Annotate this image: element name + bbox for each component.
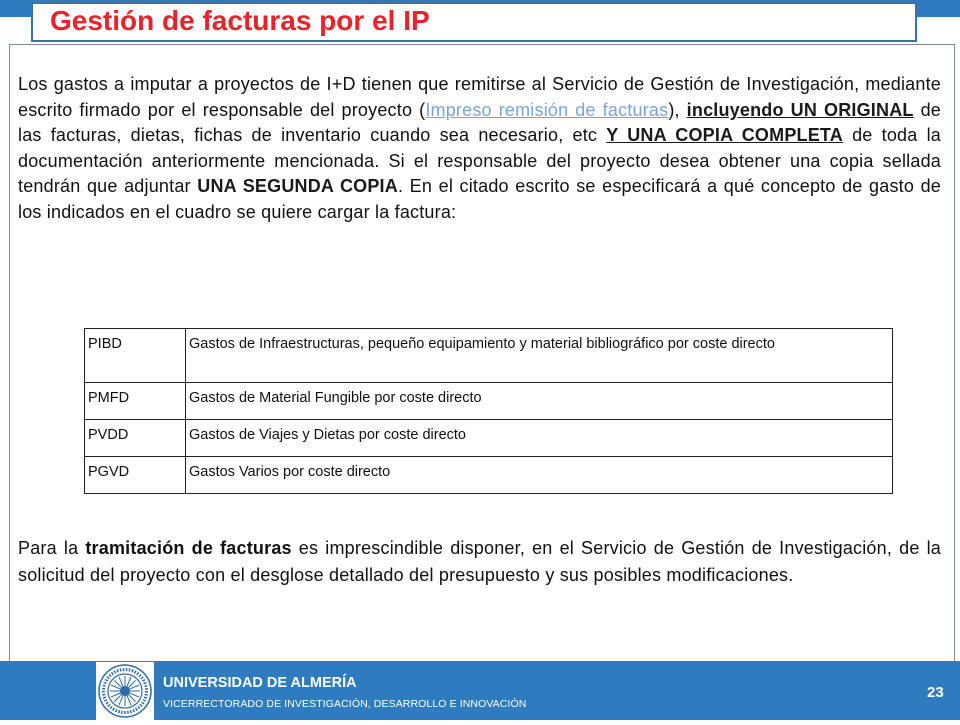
expense-codes-table xyxy=(84,328,893,494)
text: es imprescindible disponer, en el Servicio de Gestión de Investigación, de la solicitud del proyecto con el desglose detallado del presupuesto y sus posibles modificaciones. xyxy=(18,538,942,585)
slide-title: Gestión de facturas por el IP xyxy=(50,5,430,36)
text: Para la xyxy=(18,538,86,558)
table-row xyxy=(85,420,893,457)
emphasis-copia-completa: Y UNA COPIA COMPLETA xyxy=(606,125,843,146)
code-cell: PMFD xyxy=(85,383,186,420)
text: Los gastos a imputar a proyectos de I+D tienen que remitirse al Servicio de Gestión de Investigación, mediante escrito firmado por el responsable del proyecto ( xyxy=(18,74,941,120)
code-cell: PGVD xyxy=(85,457,186,494)
title-box xyxy=(31,2,917,42)
paragraph-invoice-submission xyxy=(18,72,941,226)
code-cell: PVDD xyxy=(85,420,186,457)
page-number: 23 xyxy=(927,684,944,701)
university-seal-logo xyxy=(96,662,154,720)
code-cell: PIBD xyxy=(85,329,186,383)
description-cell: Gastos de Material Fungible por coste directo xyxy=(186,383,893,420)
vicerrectorado-name: VICERRECTORADO DE INVESTIGACIÓN, DESARROLLO E INNOVACIÓN xyxy=(163,698,527,710)
text: de las facturas, dietas, fichas de inventario cuando sea necesario, etc xyxy=(18,99,941,146)
emphasis-tramitacion: tramitación de facturas xyxy=(85,538,292,558)
description-cell: Gastos Varios por coste directo xyxy=(186,457,893,494)
emphasis-segunda-copia: UNA SEGUNDA COPIA xyxy=(197,176,398,197)
description-cell: Gastos de Infraestructuras, pequeño equipamiento y material bibliográfico por coste directo xyxy=(186,329,893,383)
text: . En el citado escrito se especificará a qué concepto de gasto de los indicados en el cuadro se quiere cargar la factura: xyxy=(18,176,941,222)
text: ), xyxy=(668,99,687,120)
table-row xyxy=(85,329,893,383)
seal-icon xyxy=(96,662,154,720)
table-row xyxy=(85,383,893,420)
paragraph-tramitacion xyxy=(18,535,941,589)
text: de toda la documentación anteriormente mencionada. Si el responsable del proyecto desea obtener una copia sellada tendrán que adjuntar xyxy=(18,125,941,197)
table-row xyxy=(85,457,893,494)
emphasis-original: incluyendo UN ORIGINAL xyxy=(686,99,914,120)
description-cell: Gastos de Viajes y Dietas por coste directo xyxy=(186,420,893,457)
university-name: UNIVERSIDAD DE ALMERÍA xyxy=(163,675,357,691)
impreso-remision-link[interactable]: Impreso remisión de facturas xyxy=(425,99,669,120)
